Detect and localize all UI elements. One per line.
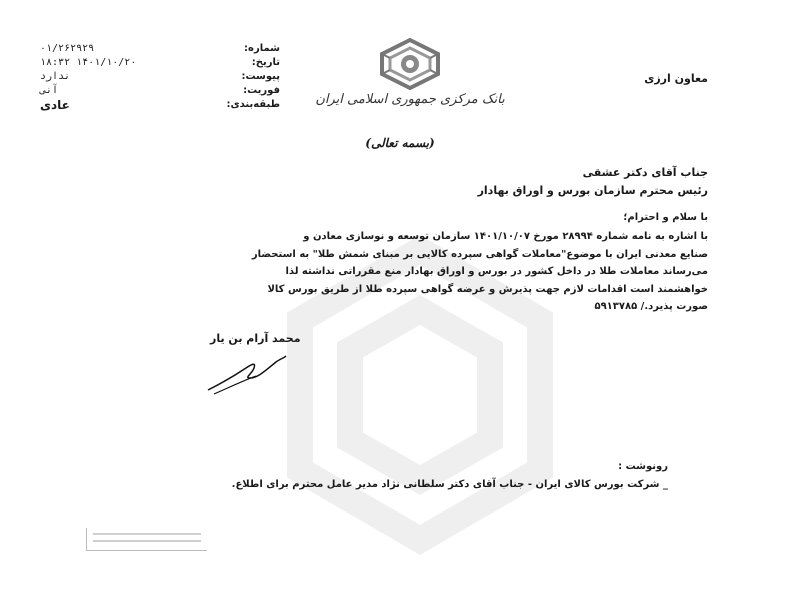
basmala: (بسمه تعالی) [365, 136, 435, 150]
body-line: با اشاره به نامه شماره ۲۸۹۹۴ مورخ ۱۴۰۱/۱۰/۰۷ سازمان توسعه و نوسازی معادن و [303, 231, 708, 242]
recipient-block [478, 164, 708, 200]
body-line: صنایع معدنی ایران با موضوع"معاملات گواهی سپرده کالایی بر مبنای شمش طلا" به استحضار [251, 248, 708, 260]
meta-label: پیوست: [241, 71, 280, 82]
meta-row [40, 84, 280, 98]
copies-title: رونوشت : [618, 461, 668, 472]
greeting: با سلام و احترام؛ [623, 212, 708, 223]
meta-row [40, 56, 280, 70]
signature-icon [200, 348, 290, 398]
body-line: صورت پذیرد./ ۵۹۱۳۷۸۵ [594, 301, 708, 312]
meta-label: طبقه‌بندی: [226, 99, 280, 110]
letter-meta [40, 42, 280, 112]
copies-block [232, 458, 668, 494]
recipient-name: جناب آقای دکتر عشقی [582, 166, 708, 179]
meta-label: فوریت: [243, 85, 280, 96]
letter-body [148, 228, 708, 316]
meta-value: آنی [40, 85, 59, 96]
bank-logo [310, 38, 510, 118]
meta-value: ندارد [40, 71, 71, 82]
copies-line: _ شرکت بورس کالای ایران - جناب آقای دکتر سلطانی نژاد مدیر عامل محترم برای اطلاع. [231, 479, 668, 490]
sender-title: معاون ارزی [644, 72, 708, 85]
meta-label: شماره: [244, 43, 280, 54]
meta-value: عادی [40, 98, 70, 112]
central-bank-emblem-icon [378, 38, 442, 90]
meta-label: تاریخ: [251, 57, 280, 68]
body-line: خواهشمند است اقدامات لازم جهت پذیرش و عرضه گواهی سپرده طلا از طریق بورس کالا [267, 283, 708, 295]
meta-row [40, 70, 280, 84]
meta-row [40, 98, 280, 112]
meta-value: ۱۴۰۱/۱۰/۲۰ ۱۸:۳۲ [40, 57, 137, 68]
bank-name: بانک مرکزی جمهوری اسلامی ایران [315, 92, 505, 107]
body-line: می‌رساند معاملات طلا در داخل کشور در بورس و اوراق بهادار منع مقرراتی نداشته لذا [285, 266, 708, 277]
registration-stamp [86, 528, 207, 551]
meta-value: ۰۱/۲۶۲۹۲۹ [40, 43, 95, 54]
meta-row [40, 42, 280, 56]
recipient-title: رئیس محترم سازمان بورس و اوراق بهادار [477, 184, 708, 197]
signer-name: محمد آرام بن یار [210, 332, 301, 345]
